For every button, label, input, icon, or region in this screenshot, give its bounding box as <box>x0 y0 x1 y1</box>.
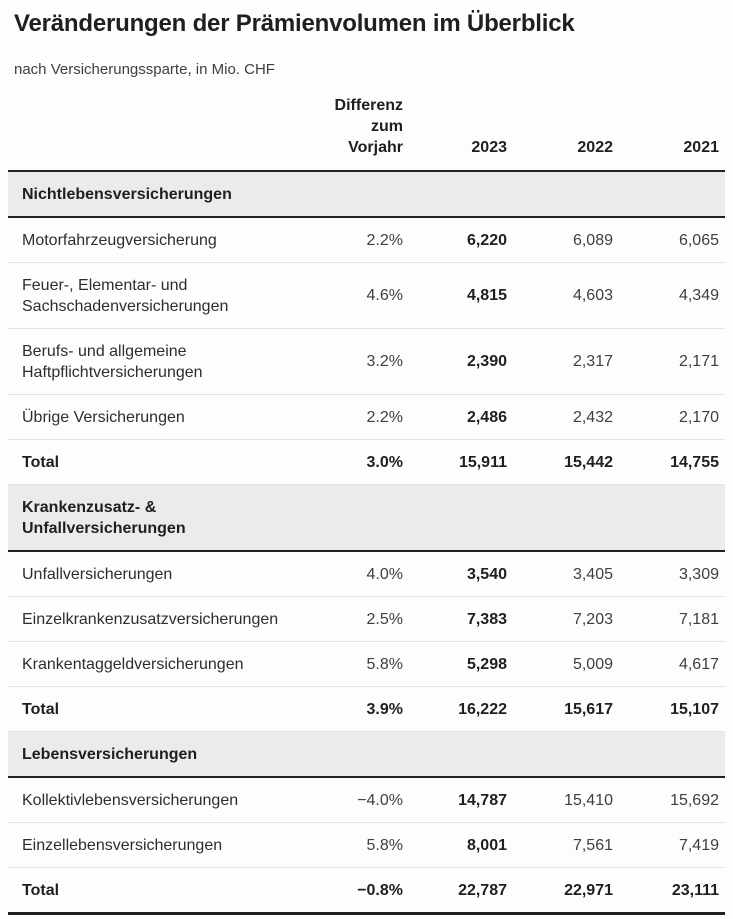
diff-value: −4.0% <box>357 791 403 809</box>
section-nichtleben <box>8 218 725 484</box>
diff-value: 3.9% <box>366 700 403 718</box>
value-2022: 4,603 <box>572 287 613 304</box>
year-column-header-2021: 2021 <box>683 139 719 156</box>
value-2021: 15,107 <box>670 700 719 718</box>
page-header <box>0 0 733 79</box>
value-2022: 2,317 <box>572 353 613 370</box>
row-label: Motorfahrzeugversicherung <box>22 231 217 249</box>
section-title: Krankenzusatz- & Unfallversicherungen <box>22 498 186 537</box>
diff-value: 4.6% <box>366 287 403 304</box>
table-row <box>8 822 725 867</box>
diff-value: 5.8% <box>366 836 403 854</box>
table-row <box>8 596 725 641</box>
diff-value: 2.2% <box>366 231 403 249</box>
diff-value: 3.2% <box>366 353 403 370</box>
table-row <box>8 641 725 686</box>
value-2022: 3,405 <box>572 565 613 583</box>
row-label: Total <box>22 453 60 471</box>
value-2022: 15,617 <box>564 700 613 718</box>
value-2023: 22,787 <box>458 881 507 899</box>
diff-value: 2.2% <box>366 408 403 426</box>
value-2022: 22,971 <box>564 881 613 899</box>
value-2023: 4,815 <box>466 287 507 304</box>
total-row <box>8 867 725 912</box>
value-2021: 6,065 <box>678 231 719 249</box>
section-header-leben <box>8 731 725 778</box>
value-2021: 15,692 <box>670 791 719 809</box>
value-2021: 2,170 <box>678 408 719 426</box>
value-2021: 2,171 <box>678 353 719 370</box>
diff-value: 2.5% <box>366 610 403 628</box>
value-2023: 5,298 <box>466 655 507 673</box>
value-2023: 8,001 <box>466 836 507 854</box>
value-2023: 14,787 <box>458 791 507 809</box>
row-label: Übrige Versicherungen <box>22 408 185 426</box>
value-2022: 5,009 <box>572 655 613 673</box>
diff-column-header <box>307 95 403 158</box>
value-2021: 23,111 <box>671 881 719 899</box>
table-row <box>8 552 725 596</box>
value-2022: 7,203 <box>572 610 613 628</box>
value-2023: 2,390 <box>466 353 507 370</box>
value-2022: 6,089 <box>572 231 613 249</box>
value-2022: 7,561 <box>572 836 613 854</box>
total-row <box>8 686 725 731</box>
section-title: Lebensversicherungen <box>22 745 198 763</box>
value-2022: 15,442 <box>564 453 613 471</box>
value-2022: 15,410 <box>564 791 613 809</box>
diff-value: 3.0% <box>366 453 403 471</box>
value-2021: 7,181 <box>678 610 719 628</box>
value-2022: 2,432 <box>572 408 613 426</box>
value-2023: 15,911 <box>458 453 507 471</box>
row-label: Kollektivlebensversicherungen <box>22 791 239 809</box>
diff-header-line-1: Differenz <box>334 97 403 114</box>
year-column-header-2023: 2023 <box>471 139 507 156</box>
value-2021: 14,755 <box>670 453 719 471</box>
value-2021: 7,419 <box>678 836 719 854</box>
section-krankenzusatz-unfall <box>8 552 725 731</box>
value-2023: 7,383 <box>466 610 507 628</box>
section-header-nichtleben <box>8 172 725 218</box>
value-2021: 4,617 <box>678 655 719 673</box>
row-label: Feuer-, Elementar- und Sachschadenversicherungen <box>22 276 229 315</box>
value-2023: 3,540 <box>466 565 507 583</box>
table-row <box>8 218 725 262</box>
value-2021: 3,309 <box>678 565 719 583</box>
total-row <box>8 439 725 484</box>
row-label: Einzellebensversicherungen <box>22 836 223 854</box>
page-title: Veränderungen der Prämienvolumen im Überblick <box>14 10 575 37</box>
section-leben <box>8 778 725 912</box>
diff-header-line-3: Vorjahr <box>348 139 403 156</box>
value-2021: 4,349 <box>678 287 719 304</box>
row-label: Einzelkrankenzusatzversicherungen <box>22 610 279 628</box>
section-title: Nichtlebensversicherungen <box>22 185 232 203</box>
page-subtitle: nach Versicherungssparte, in Mio. CHF <box>14 61 275 78</box>
value-2023: 6,220 <box>466 231 507 249</box>
row-label: Berufs- und allgemeine Haftpflichtversicherungen <box>22 342 203 381</box>
year-column-header-2022: 2022 <box>577 139 613 156</box>
diff-value: 5.8% <box>366 655 403 673</box>
table-row <box>8 394 725 439</box>
value-2023: 2,486 <box>466 408 507 426</box>
section-header-krankenzusatz-unfall <box>8 484 725 552</box>
diff-value: −0.8% <box>357 881 403 899</box>
table-row <box>8 262 725 328</box>
row-label: Total <box>22 881 60 899</box>
diff-value: 4.0% <box>366 565 403 583</box>
row-label: Unfallversicherungen <box>22 565 173 583</box>
table-row <box>8 328 725 394</box>
diff-header-line-2: zum <box>371 118 403 135</box>
value-2023: 16,222 <box>458 700 507 718</box>
column-header-row <box>8 95 725 172</box>
row-label: Total <box>22 700 60 718</box>
row-label: Krankentaggeldversicherungen <box>22 655 244 673</box>
premium-volume-table <box>8 95 725 915</box>
table-row <box>8 778 725 822</box>
